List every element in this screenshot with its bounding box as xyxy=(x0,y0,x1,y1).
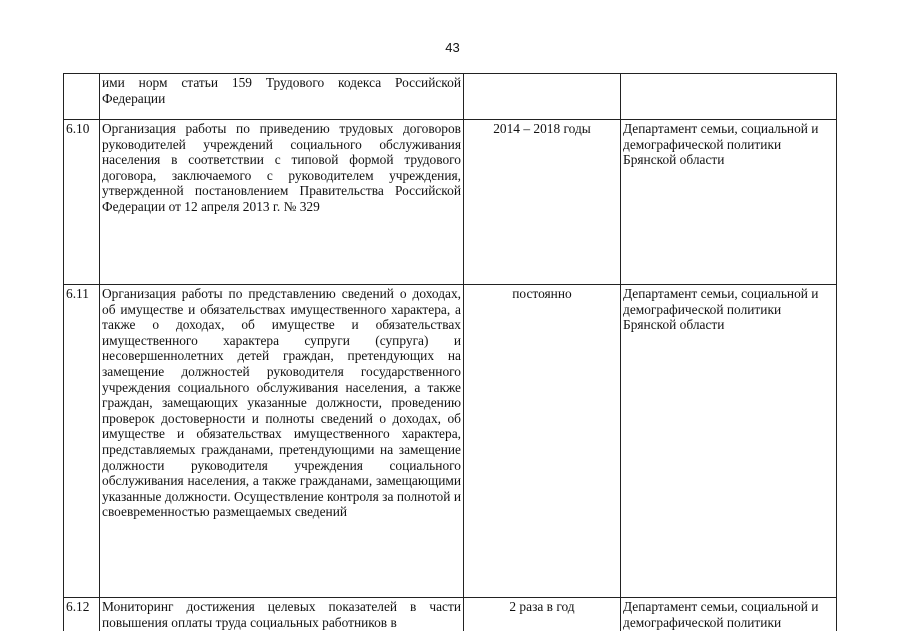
item-responsible: Департамент семьи, социальной и демографической политики Брянской области xyxy=(621,120,837,285)
item-number xyxy=(64,74,100,120)
item-term: 2 раза в год xyxy=(464,598,621,632)
item-responsible xyxy=(621,74,837,120)
item-term: 2014 – 2018 годы xyxy=(464,120,621,285)
item-number: 6.10 xyxy=(64,120,100,285)
item-description: ими норм статьи 159 Трудового кодекса Российской Федерации xyxy=(100,74,464,120)
item-description: Организация работы по представлению сведений о доходах, об имуществе и обязательствах имущественного характера, а также о доходах, об имуществе и обязательствах имущественного характера супруги (супруга) и несовершеннолетних детей граждан, претендующих на замещение должностей руководителя государственного учреждения социального обслуживания населения, а также граждан, замещающих указанные должности, проведению проверок достоверности и полноты сведений о доходах, об имуществе и обязательствах имущественного характера, представляемых гражданами, претендующими на замещение должности руководителя учреждения социального обслуживания населения, а также гражданами, замещающими указанные должности. Осуществление контроля за полнотой и своевременностью размещаемых сведений xyxy=(100,285,464,598)
item-description: Организация работы по приведению трудовых договоров руководителей учреждений социального обслуживания населения в соответствии с типовой формой трудового договора, заключаемого с руководителем учреждения, утвержденной постановлением Правительства Российской Федерации от 12 апреля 2013 г. № 329 xyxy=(100,120,464,285)
table-row xyxy=(64,74,837,120)
measures-table xyxy=(63,73,837,631)
item-number: 6.11 xyxy=(64,285,100,598)
item-number: 6.12 xyxy=(64,598,100,632)
item-responsible: Департамент семьи, социальной и демографической политики xyxy=(621,598,837,632)
table-row xyxy=(64,598,837,632)
table-row xyxy=(64,285,837,598)
table-row xyxy=(64,120,837,285)
item-responsible: Департамент семьи, социальной и демографической политики Брянской области xyxy=(621,285,837,598)
page-number: 43 xyxy=(445,40,460,55)
item-description: Мониторинг достижения целевых показателей в части повышения оплаты труда социальных работников в xyxy=(100,598,464,632)
item-term: постоянно xyxy=(464,285,621,598)
item-term xyxy=(464,74,621,120)
